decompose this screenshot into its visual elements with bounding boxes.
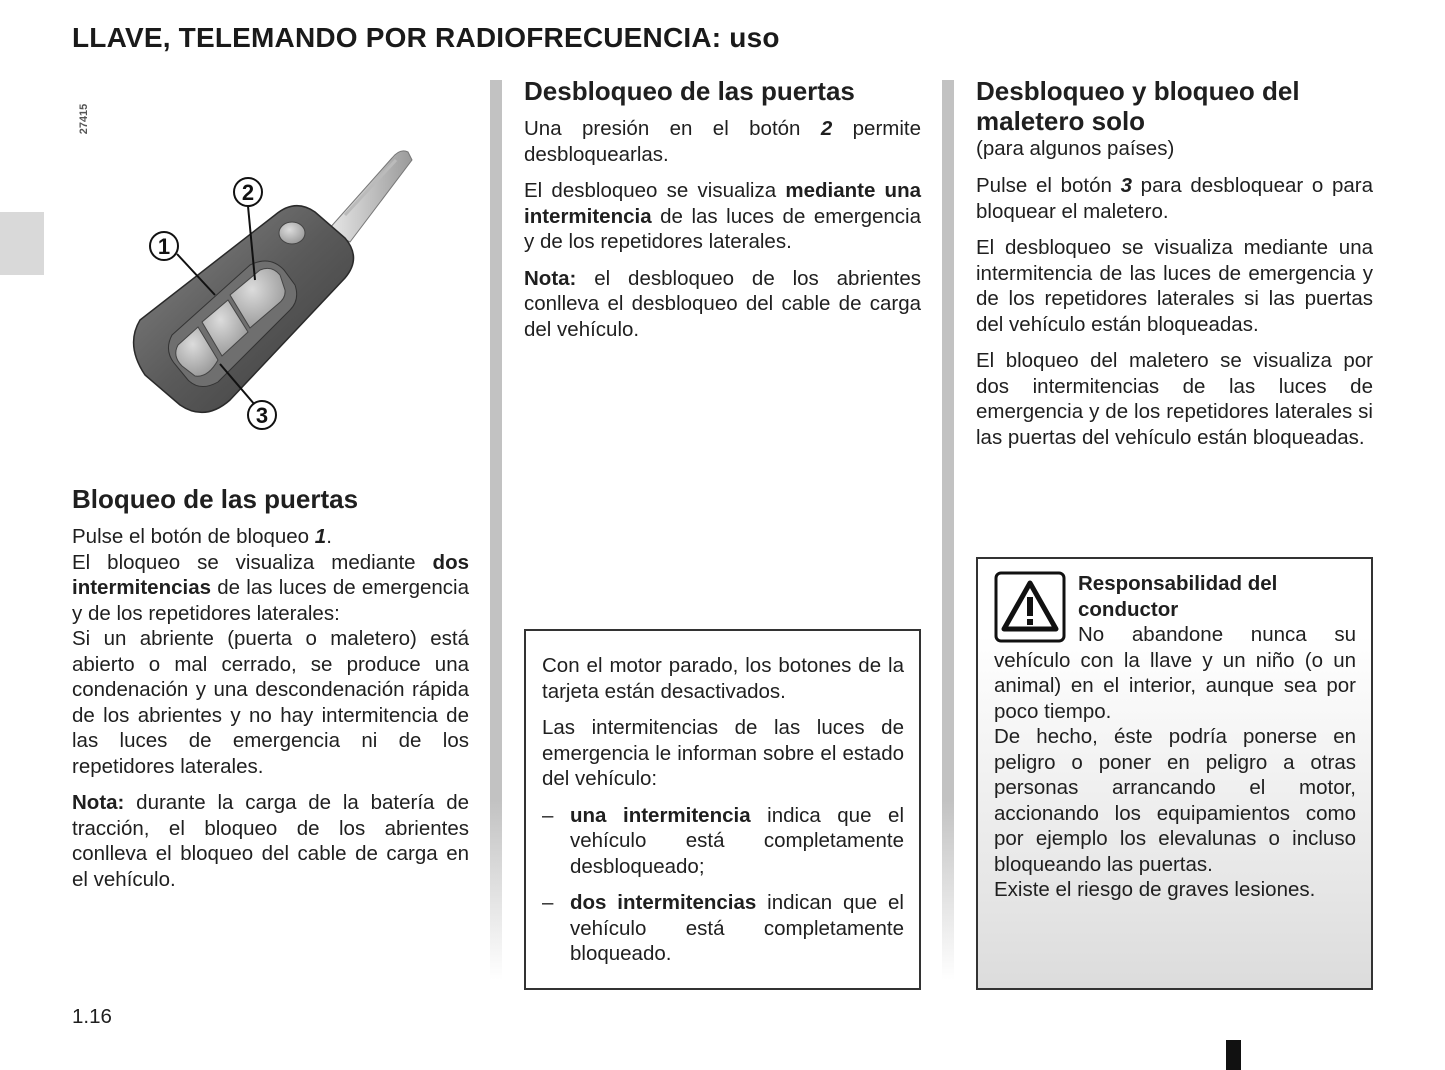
desbloqueo-heading: Desbloqueo de las puertas xyxy=(524,76,855,106)
svg-text:3: 3 xyxy=(255,403,269,428)
warning-box xyxy=(976,557,1373,990)
page-title: LLAVE, TELEMANDO POR RADIOFRECUENCIA: uso xyxy=(72,22,780,53)
maletero-section xyxy=(976,76,1373,461)
desbloqueo-paragraph-2: El desbloqueo se visualiza mediante una intermitencia de las luces de emergencia y de los repetidores laterales. xyxy=(524,179,921,253)
maletero-subheading: (para algunos países) xyxy=(976,137,1175,160)
maletero-heading: Desbloqueo y bloqueo del maletero solo xyxy=(976,76,1300,136)
bloqueo-section xyxy=(72,484,469,903)
svg-text:1: 1 xyxy=(157,234,171,259)
desbloqueo-section xyxy=(524,76,921,353)
bloqueo-paragraph-3: Si un abriente (puerta o maletero) está abierto o mal cerrado, se produce una condenación y una descondenación rápida de los abrientes y no hay intermitencia de las luces de emergencia ni de los repetidores laterales. xyxy=(72,627,469,778)
key-fob-illustration xyxy=(100,130,440,440)
column-divider-1 xyxy=(490,80,502,980)
bloqueo-paragraph-2: El bloqueo se visualiza mediante dos intermitencias de las luces de emergencia y de los repetidores laterales: xyxy=(72,550,469,625)
release-button xyxy=(279,222,305,244)
maletero-paragraph-2: El desbloqueo se visualiza mediante una intermitencia de las luces de emergencia y de los repetidores laterales si las puertas del vehículo están bloqueadas. xyxy=(976,236,1373,336)
warning-paragraph-2: De hecho, éste podría ponerse en peligro o poner en peligro a otras personas arrancando el motor, accionando los equipamientos como por ejemplo los elevalunas o incluso bloqueando las puertas. xyxy=(994,725,1356,876)
maletero-paragraph-1: Pulse el botón 3 para desbloquear o para bloquear el maletero. xyxy=(976,174,1373,223)
chapter-tab xyxy=(0,212,44,275)
key-blade xyxy=(328,151,412,242)
maletero-paragraph-3: El bloqueo del maletero se visualiza por dos intermitencias de las luces de emergencia y de los repetidores laterales si las puertas del vehículo están bloqueadas. xyxy=(976,349,1373,449)
desbloqueo-note: Nota: el desbloqueo de los abrientes conlleva el desbloqueo del cable de carga del vehículo. xyxy=(524,266,921,341)
figure-code: 27415 xyxy=(78,103,90,135)
info-paragraph-1: Con el motor parado, los botones de la tarjeta están desactivados. xyxy=(542,654,904,703)
column-divider-2 xyxy=(942,80,954,980)
info-paragraph-2: Las intermitencias de las luces de emergencia le informan sobre el estado del vehículo: xyxy=(542,716,904,790)
bloqueo-note: Nota: durante la carga de la batería de tracción, el bloqueo de los abrientes conlleva el bloqueo del cable de carga en el vehículo. xyxy=(72,791,469,891)
warning-title: Responsabilidad del conductor xyxy=(1078,572,1278,621)
info-box xyxy=(524,629,921,990)
info-list-item: – dos intermitencias indican que el vehículo está completamente bloqueado. xyxy=(542,891,904,965)
warning-paragraph-3: Existe el riesgo de graves lesiones. xyxy=(994,878,1316,901)
info-list-item: – una intermitencia indica que el vehículo está completamente desbloqueado; xyxy=(542,803,904,878)
bloqueo-paragraph-1: Pulse el botón de bloqueo 1. xyxy=(72,525,332,548)
page-edge-mark xyxy=(1226,1040,1241,1070)
callout-1 xyxy=(150,232,215,295)
warning-triangle-icon xyxy=(994,571,1066,643)
desbloqueo-paragraph-1: Una presión en el botón 2 permite desbloquearlas. xyxy=(524,117,921,166)
svg-text:2: 2 xyxy=(241,180,255,205)
page-number: 1.16 xyxy=(72,1005,112,1028)
warning-paragraph-1: No abandone nunca su vehículo con la llave y un niño (o un animal) en el interior, aunque sea por poco tiempo. xyxy=(994,623,1356,723)
bloqueo-heading: Bloqueo de las puertas xyxy=(72,484,359,514)
